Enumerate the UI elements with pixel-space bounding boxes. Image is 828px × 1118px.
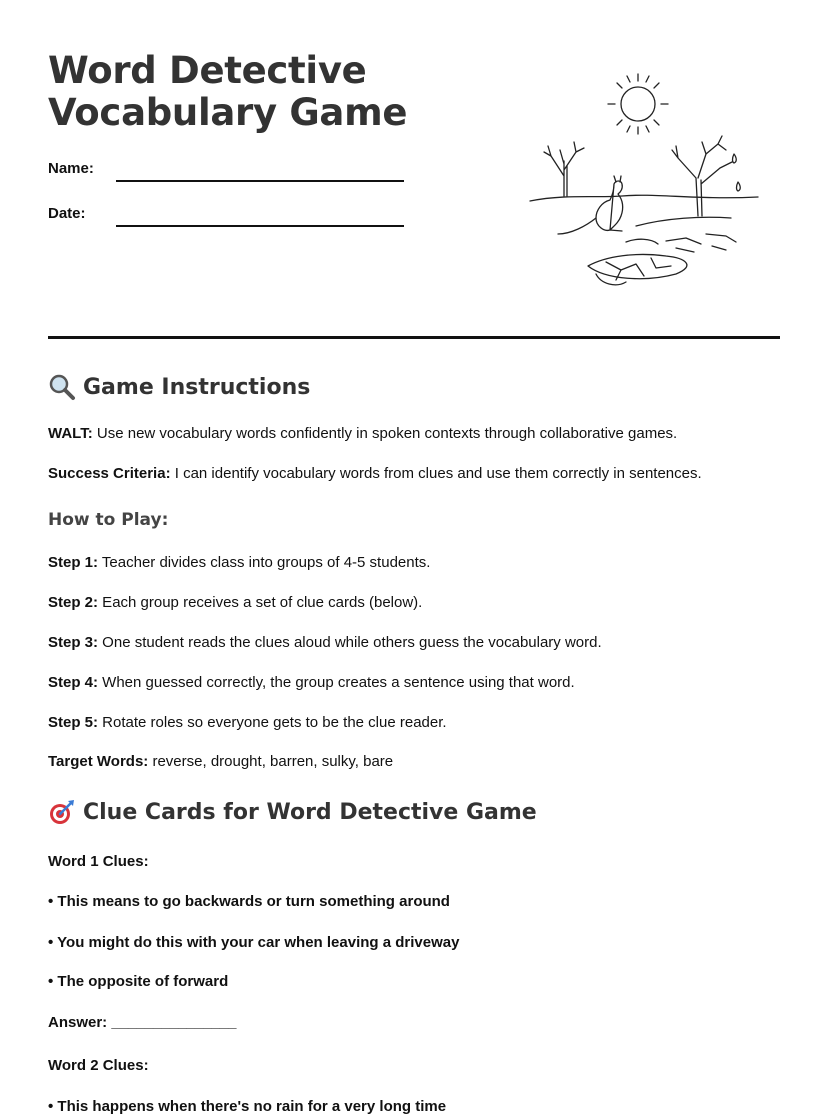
target-words-line bbox=[48, 753, 393, 770]
target-dart-icon bbox=[48, 798, 76, 826]
success-criteria-line bbox=[48, 465, 702, 482]
success-criteria-label: Success Criteria: bbox=[48, 465, 171, 482]
step-label: Step 1: bbox=[48, 554, 99, 571]
step-label: Step 3: bbox=[48, 634, 99, 651]
date-label: Date: bbox=[48, 205, 86, 222]
date-write-line[interactable] bbox=[116, 225, 404, 227]
outback-drought-kangaroo-illustration bbox=[526, 66, 766, 298]
success-criteria-text: I can identify vocabulary words from clues and use them correctly in sentences. bbox=[170, 465, 702, 482]
word-1-clue: • The opposite of forward bbox=[48, 973, 229, 990]
title-line-2: Vocabulary Game bbox=[48, 91, 408, 134]
step-line bbox=[48, 594, 422, 611]
name-label: Name: bbox=[48, 160, 94, 177]
step-text: When guessed correctly, the group creates a sentence using that word. bbox=[98, 674, 575, 691]
target-words-label: Target Words: bbox=[48, 753, 149, 770]
word-1-clue: • You might do this with your car when leaving a driveway bbox=[48, 934, 460, 951]
step-label: Step 4: bbox=[48, 674, 99, 691]
word-1-answer[interactable]: Answer: _______________ bbox=[48, 1014, 237, 1031]
how-to-play-heading: How to Play: bbox=[48, 510, 169, 530]
instructions-heading-text: Game Instructions bbox=[83, 374, 311, 400]
word-1-title: Word 1 Clues: bbox=[48, 853, 149, 870]
section-divider bbox=[48, 336, 780, 339]
step-text: Teacher divides class into groups of 4-5 students. bbox=[98, 554, 431, 571]
step-line bbox=[48, 674, 575, 691]
target-words-text: reverse, drought, barren, sulky, bare bbox=[148, 753, 394, 770]
magnifying-glass-icon bbox=[48, 373, 76, 401]
worksheet-title bbox=[48, 50, 407, 134]
step-label: Step 2: bbox=[48, 594, 99, 611]
clue-cards-heading-text: Clue Cards for Word Detective Game bbox=[83, 799, 537, 825]
walt-label: WALT: bbox=[48, 425, 93, 442]
clue-cards-heading bbox=[48, 798, 537, 826]
step-label: Step 5: bbox=[48, 714, 99, 731]
step-line bbox=[48, 714, 447, 731]
step-text: Rotate roles so everyone gets to be the clue reader. bbox=[98, 714, 447, 731]
instructions-heading bbox=[48, 373, 310, 401]
step-line bbox=[48, 634, 602, 651]
step-line bbox=[48, 554, 430, 571]
walt-text: Use new vocabulary words confidently in spoken contexts through collaborative games. bbox=[92, 425, 678, 442]
word-2-title: Word 2 Clues: bbox=[48, 1057, 149, 1074]
name-write-line[interactable] bbox=[116, 180, 404, 182]
title-line-1: Word Detective bbox=[48, 49, 367, 92]
step-text: One student reads the clues aloud while others guess the vocabulary word. bbox=[98, 634, 602, 651]
walt-line bbox=[48, 425, 677, 442]
word-1-clue: • This means to go backwards or turn something around bbox=[48, 893, 450, 910]
step-text: Each group receives a set of clue cards (below). bbox=[98, 594, 423, 611]
word-2-clue: • This happens when there's no rain for a very long time bbox=[48, 1098, 447, 1115]
